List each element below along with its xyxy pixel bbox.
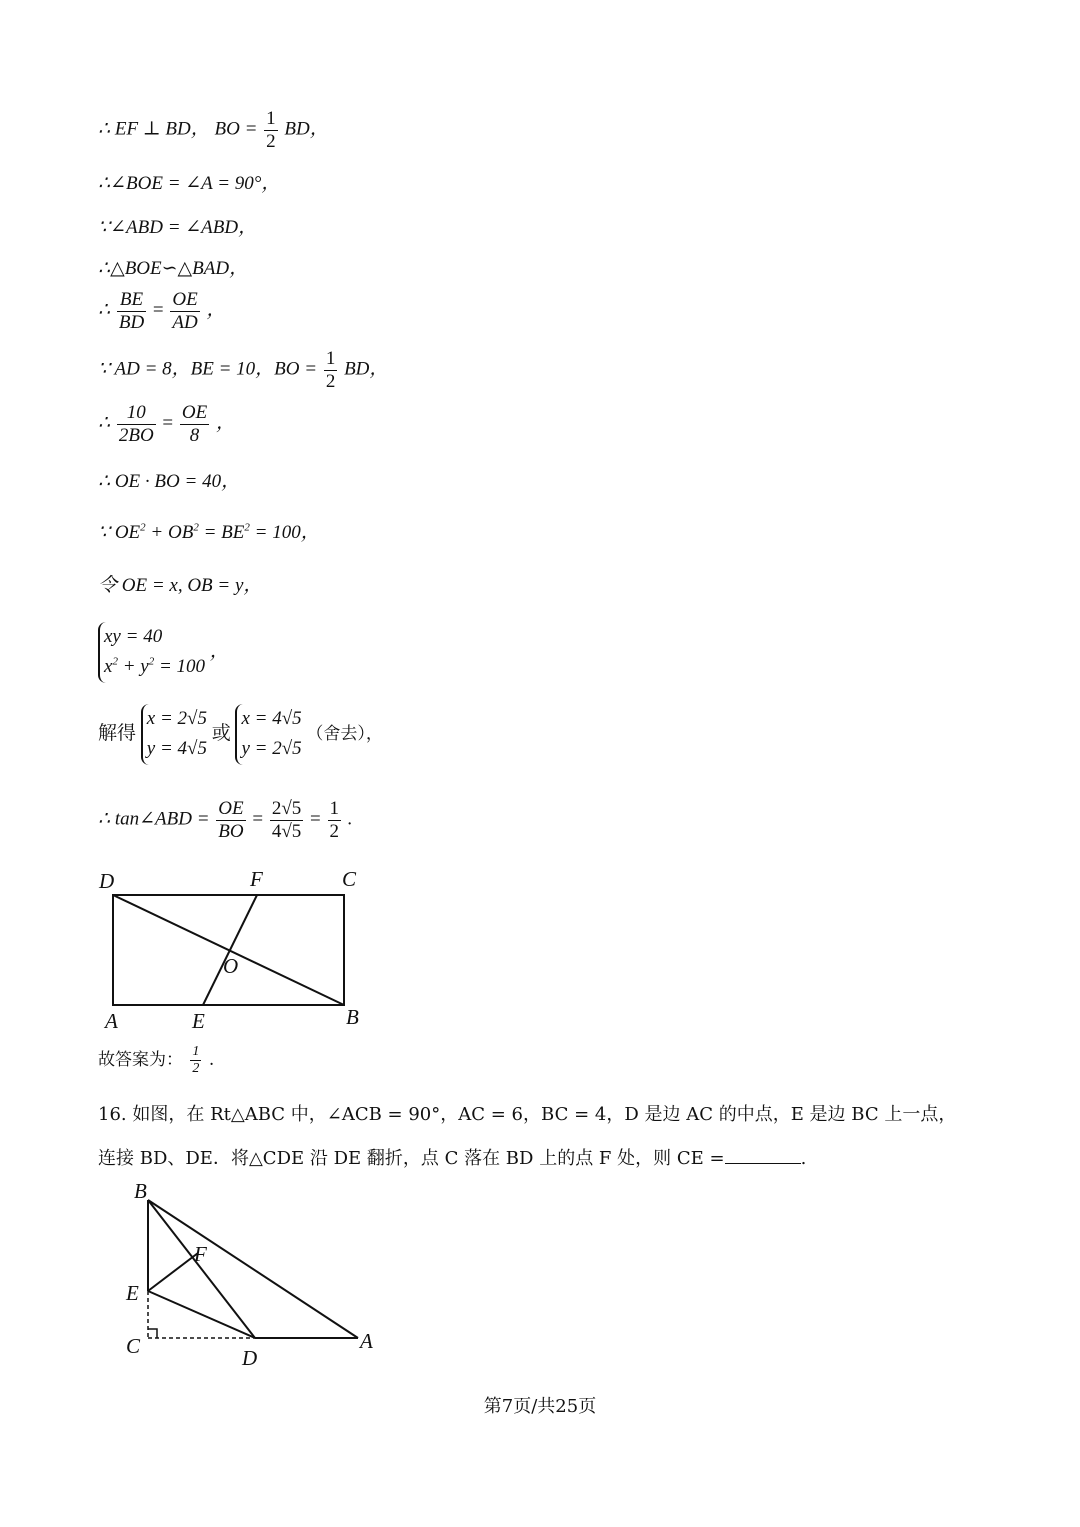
step-7-eq: = (162, 412, 174, 434)
step-1-text-b: BO = (214, 118, 258, 140)
label-B: B (346, 1005, 359, 1029)
step-6-text-c: BD， (344, 358, 389, 380)
step-12-solution: 解得 x = 2√5 y = 4√5 或 x = 4√5 y = 2√5 （舍去）， (98, 704, 383, 765)
fraction-oe-8: $\frac{OE}{8}$ (181, 402, 208, 446)
label-A2: A (360, 1329, 373, 1353)
step-1-text-a: ∴ EF ⊥ BD， (98, 118, 210, 140)
step-7 (98, 402, 235, 447)
label-F: F (250, 867, 263, 891)
step-7-pre: ∴ (98, 412, 111, 434)
solution-system-1: x = 2√5 y = 4√5 (141, 704, 207, 765)
step-5-pre: ∴ (98, 299, 111, 321)
step-13-tan: ∴ tan∠ABD = $\frac{OE}{BO}$ = $\frac{2√5}{4√5}$ = $\frac{1}{2}$ . (98, 798, 353, 842)
fraction-root5: $\frac{2√5}{4√5}$ (271, 798, 302, 842)
label-E2: E (126, 1281, 139, 1305)
step-8: ∴ OE · BO = 40， (98, 471, 241, 492)
solution-system-2: x = 4√5 y = 2√5 (235, 704, 301, 765)
step-5-eq: = (152, 299, 164, 321)
step-7-post: ， (215, 412, 235, 434)
fraction-10-2bo: $\frac{10}{2BO}$ (118, 402, 154, 446)
label-C2: C (126, 1334, 141, 1358)
step-3: ∵∠ABD = ∠ABD， (98, 217, 258, 238)
fraction-oe-bo: $\frac{OE}{BO}$ (218, 798, 244, 842)
fraction-result: $\frac{1}{2}$ (329, 798, 339, 842)
label-E: E (192, 1009, 205, 1033)
answer-fraction: $\frac{1}{2}$ (192, 1044, 200, 1077)
label-O: O (223, 954, 239, 978)
fraction-half: $\frac{1}{2}$ (266, 108, 276, 152)
answer-blank (725, 1147, 801, 1164)
problem-16-line-1: 16. 如图，在 Rt△ABC 中，∠ACB = 90°，AC = 6，BC = 4，D 是边 AC 的中点，E 是边 BC 上一点， (98, 1104, 957, 1125)
step-5 (98, 289, 225, 334)
figure-rectangle (90, 866, 390, 1036)
label-A: A (105, 1009, 118, 1033)
step-9: ∵ $OE^2 + OB^2 = BE^2 = 100$， (98, 521, 320, 543)
figure-triangle (110, 1178, 410, 1378)
label-B2: B (134, 1179, 147, 1203)
step-6 (98, 348, 388, 393)
label-F2: F (194, 1242, 207, 1266)
label-D: D (99, 869, 115, 893)
problem-16-line-2: 连接 BD、DE．将△CDE 沿 DE 翻折，点 C 落在 BD 上的点 F 处，则 CE = . (98, 1148, 807, 1169)
step-2: ∴∠BOE = ∠A = 90°， (98, 173, 281, 194)
fraction-oe-ad: $\frac{OE}{AD}$ (172, 289, 198, 333)
equation-system: xy = 40 $x^2 + y^2 = 100$ (98, 622, 205, 683)
page-footer: 第7页/共25页 (483, 1396, 597, 1417)
label-D2: D (242, 1346, 258, 1370)
step-11-system: xy = 40 $x^2 + y^2 = 100$ ， (98, 622, 229, 683)
step-6-text-a: ∵ AD = 8，BE = 10，BO = (98, 358, 318, 380)
step-4: ∴△BOE∽△BAD， (98, 258, 249, 279)
label-C: C (342, 867, 357, 891)
step-1-text-c: BD， (284, 118, 329, 140)
step-10: 令 OE = x, OB = y， (98, 575, 263, 596)
fraction-half-2: $\frac{1}{2}$ (325, 348, 336, 392)
answer-line: 故答案为： $\frac{1}{2}$ . (98, 1044, 215, 1077)
step-5-post: ， (206, 299, 226, 321)
fraction-be-bd: $\frac{BE}{BD}$ (118, 289, 145, 333)
step-1 (98, 108, 329, 153)
